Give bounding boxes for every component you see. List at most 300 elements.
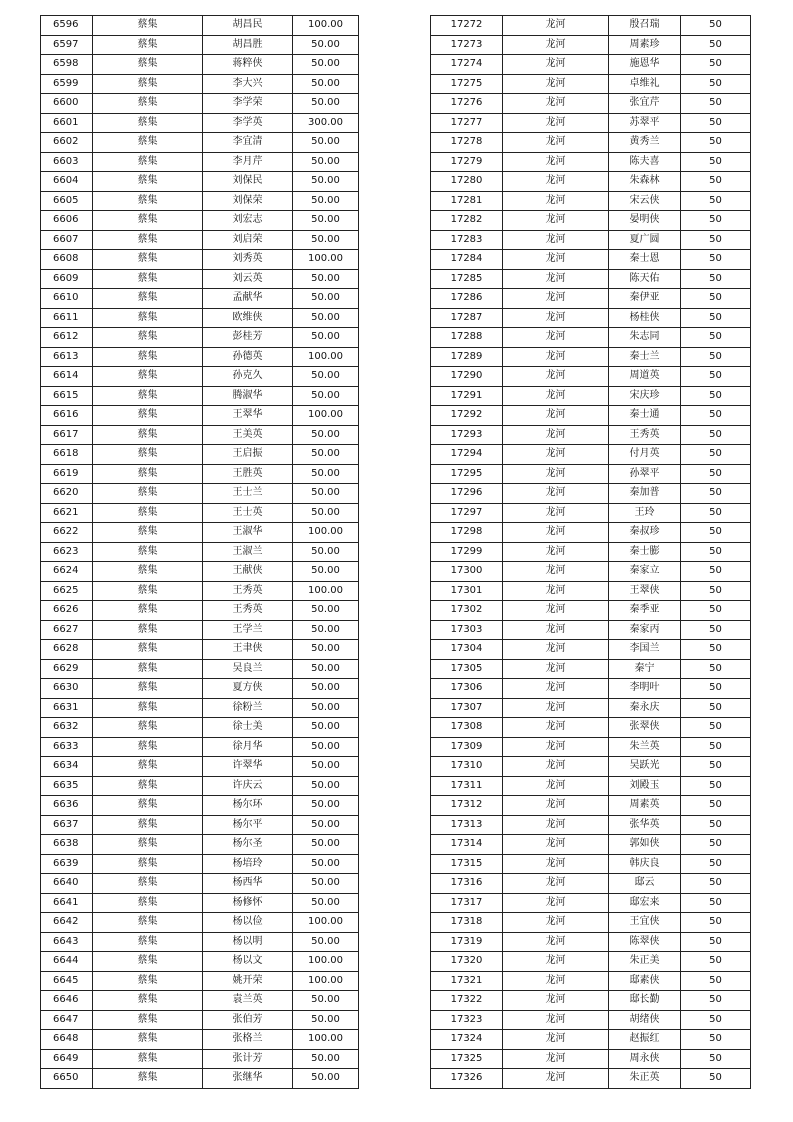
village-cell: 蔡集 (93, 172, 203, 192)
row-number-cell: 17303 (431, 620, 503, 640)
row-number-cell: 6640 (41, 874, 93, 894)
name-cell: 杨培玲 (203, 854, 293, 874)
row-number-cell: 17273 (431, 35, 503, 55)
amount-cell: 50 (681, 874, 751, 894)
amount-cell: 50 (681, 523, 751, 543)
village-cell: 蔡集 (93, 152, 203, 172)
name-cell: 孟献华 (203, 289, 293, 309)
row-number-cell: 6607 (41, 230, 93, 250)
row-number-cell: 6604 (41, 172, 93, 192)
table-row (431, 308, 751, 328)
table-row (431, 757, 751, 777)
village-cell: 龙河 (503, 581, 609, 601)
table-row (431, 620, 751, 640)
table-row (431, 386, 751, 406)
village-cell: 龙河 (503, 620, 609, 640)
row-number-cell: 17291 (431, 386, 503, 406)
village-cell: 龙河 (503, 737, 609, 757)
table-row (431, 250, 751, 270)
village-cell: 蔡集 (93, 601, 203, 621)
village-cell: 龙河 (503, 16, 609, 36)
name-cell: 朱正英 (609, 1069, 681, 1089)
table-row (431, 796, 751, 816)
amount-cell: 100.00 (293, 952, 359, 972)
table-row (431, 601, 751, 621)
row-number-cell: 6649 (41, 1049, 93, 1069)
amount-cell: 50.00 (293, 679, 359, 699)
row-number-cell: 6613 (41, 347, 93, 367)
amount-cell: 50 (681, 445, 751, 465)
village-cell: 蔡集 (93, 776, 203, 796)
table-row (41, 581, 359, 601)
table-row (431, 776, 751, 796)
village-cell: 龙河 (503, 815, 609, 835)
row-number-cell: 6647 (41, 1010, 93, 1030)
table-row (41, 913, 359, 933)
village-cell: 龙河 (503, 874, 609, 894)
row-number-cell: 17287 (431, 308, 503, 328)
amount-cell: 50.00 (293, 211, 359, 231)
table-row (41, 776, 359, 796)
village-cell: 蔡集 (93, 932, 203, 952)
table-row (431, 718, 751, 738)
amount-cell: 50.00 (293, 796, 359, 816)
amount-cell: 50 (681, 55, 751, 75)
table-row (41, 893, 359, 913)
table-row (431, 152, 751, 172)
table-row (431, 74, 751, 94)
village-cell: 龙河 (503, 133, 609, 153)
name-cell: 苏翠平 (609, 113, 681, 133)
row-number-cell: 6632 (41, 718, 93, 738)
village-cell: 龙河 (503, 328, 609, 348)
name-cell: 秦永庆 (609, 698, 681, 718)
amount-cell: 50 (681, 815, 751, 835)
table-row (431, 269, 751, 289)
name-cell: 秦叔珍 (609, 523, 681, 543)
name-cell: 徐士美 (203, 718, 293, 738)
row-number-cell: 17306 (431, 679, 503, 699)
amount-cell: 50.00 (293, 698, 359, 718)
row-number-cell: 6636 (41, 796, 93, 816)
amount-cell: 50 (681, 718, 751, 738)
amount-cell: 50.00 (293, 1069, 359, 1089)
village-cell: 蔡集 (93, 640, 203, 660)
row-number-cell: 17293 (431, 425, 503, 445)
table-row (41, 757, 359, 777)
name-cell: 王玲 (609, 503, 681, 523)
amount-cell: 50.00 (293, 152, 359, 172)
amount-cell: 50 (681, 211, 751, 231)
village-cell: 龙河 (503, 601, 609, 621)
table-row (41, 718, 359, 738)
name-cell: 殷召瑞 (609, 16, 681, 36)
amount-cell: 50 (681, 503, 751, 523)
row-number-cell: 17292 (431, 406, 503, 426)
table-row (431, 464, 751, 484)
table-row (431, 94, 751, 114)
village-cell: 蔡集 (93, 464, 203, 484)
village-cell: 蔡集 (93, 991, 203, 1011)
table-row (41, 211, 359, 231)
village-cell: 蔡集 (93, 55, 203, 75)
name-cell: 李月芹 (203, 152, 293, 172)
name-cell: 王宜侠 (609, 913, 681, 933)
amount-cell: 50 (681, 367, 751, 387)
name-cell: 杨尔圣 (203, 835, 293, 855)
name-cell: 李学荣 (203, 94, 293, 114)
table-row (431, 191, 751, 211)
table-row (41, 698, 359, 718)
table-row (431, 1069, 751, 1089)
row-number-cell: 17272 (431, 16, 503, 36)
village-cell: 蔡集 (93, 893, 203, 913)
row-number-cell: 6641 (41, 893, 93, 913)
table-row (431, 503, 751, 523)
amount-cell: 50.00 (293, 776, 359, 796)
row-number-cell: 6608 (41, 250, 93, 270)
amount-cell: 50 (681, 952, 751, 972)
table-row (41, 464, 359, 484)
amount-cell: 50.00 (293, 991, 359, 1011)
amount-cell: 50 (681, 484, 751, 504)
row-number-cell: 17302 (431, 601, 503, 621)
table-row (431, 55, 751, 75)
name-cell: 王翠华 (203, 406, 293, 426)
table-row (431, 562, 751, 582)
amount-cell: 100.00 (293, 581, 359, 601)
amount-cell: 50 (681, 406, 751, 426)
name-cell: 胡昌胜 (203, 35, 293, 55)
amount-cell: 50 (681, 16, 751, 36)
row-number-cell: 17295 (431, 464, 503, 484)
table-row (431, 425, 751, 445)
row-number-cell: 6623 (41, 542, 93, 562)
name-cell: 张格兰 (203, 1030, 293, 1050)
name-cell: 许翠华 (203, 757, 293, 777)
village-cell: 龙河 (503, 698, 609, 718)
row-number-cell: 17285 (431, 269, 503, 289)
row-number-cell: 17324 (431, 1030, 503, 1050)
village-cell: 蔡集 (93, 562, 203, 582)
amount-cell: 50 (681, 172, 751, 192)
row-number-cell: 17288 (431, 328, 503, 348)
amount-cell: 50.00 (293, 289, 359, 309)
amount-cell: 50.00 (293, 425, 359, 445)
village-cell: 蔡集 (93, 679, 203, 699)
row-number-cell: 6602 (41, 133, 93, 153)
amount-cell: 50.00 (293, 874, 359, 894)
village-cell: 龙河 (503, 854, 609, 874)
name-cell: 邸云 (609, 874, 681, 894)
village-cell: 蔡集 (93, 1030, 203, 1050)
name-cell: 秦士膨 (609, 542, 681, 562)
amount-cell: 50 (681, 659, 751, 679)
row-number-cell: 17309 (431, 737, 503, 757)
name-cell: 宋云侠 (609, 191, 681, 211)
left-roster-body (41, 16, 359, 1089)
table-row (431, 679, 751, 699)
village-cell: 蔡集 (93, 113, 203, 133)
village-cell: 蔡集 (93, 74, 203, 94)
left-roster-table (40, 15, 359, 1089)
row-number-cell: 6620 (41, 484, 93, 504)
village-cell: 龙河 (503, 347, 609, 367)
table-row (41, 679, 359, 699)
name-cell: 彭桂芳 (203, 328, 293, 348)
table-row (41, 16, 359, 36)
table-row (41, 562, 359, 582)
table-row (41, 367, 359, 387)
row-number-cell: 17320 (431, 952, 503, 972)
village-cell: 龙河 (503, 932, 609, 952)
table-row (41, 835, 359, 855)
amount-cell: 50 (681, 230, 751, 250)
amount-cell: 50.00 (293, 74, 359, 94)
table-row (431, 484, 751, 504)
row-number-cell: 17298 (431, 523, 503, 543)
name-cell: 赵振红 (609, 1030, 681, 1050)
name-cell: 秦士兰 (609, 347, 681, 367)
row-number-cell: 17282 (431, 211, 503, 231)
name-cell: 王聿侠 (203, 640, 293, 660)
village-cell: 蔡集 (93, 484, 203, 504)
table-row (41, 523, 359, 543)
name-cell: 夏广圆 (609, 230, 681, 250)
table-row (41, 640, 359, 660)
name-cell: 王翠侠 (609, 581, 681, 601)
table-row (41, 815, 359, 835)
name-cell: 秦士恩 (609, 250, 681, 270)
village-cell: 龙河 (503, 659, 609, 679)
amount-cell: 50 (681, 991, 751, 1011)
name-cell: 周道英 (609, 367, 681, 387)
amount-cell: 50 (681, 269, 751, 289)
village-cell: 龙河 (503, 250, 609, 270)
amount-cell: 50.00 (293, 562, 359, 582)
village-cell: 蔡集 (93, 94, 203, 114)
village-cell: 龙河 (503, 425, 609, 445)
amount-cell: 50 (681, 640, 751, 660)
amount-cell: 50.00 (293, 718, 359, 738)
table-row (431, 211, 751, 231)
table-row (41, 854, 359, 874)
village-cell: 龙河 (503, 776, 609, 796)
amount-cell: 50.00 (293, 464, 359, 484)
village-cell: 蔡集 (93, 1049, 203, 1069)
village-cell: 蔡集 (93, 289, 203, 309)
row-number-cell: 17326 (431, 1069, 503, 1089)
name-cell: 许庆云 (203, 776, 293, 796)
amount-cell: 50.00 (293, 230, 359, 250)
name-cell: 徐粉兰 (203, 698, 293, 718)
village-cell: 蔡集 (93, 620, 203, 640)
amount-cell: 50.00 (293, 737, 359, 757)
name-cell: 王献侠 (203, 562, 293, 582)
table-row (41, 874, 359, 894)
name-cell: 宋庆珍 (609, 386, 681, 406)
name-cell: 付月英 (609, 445, 681, 465)
name-cell: 陈天佑 (609, 269, 681, 289)
table-row (431, 971, 751, 991)
row-number-cell: 6599 (41, 74, 93, 94)
row-number-cell: 6600 (41, 94, 93, 114)
row-number-cell: 6625 (41, 581, 93, 601)
table-row (431, 542, 751, 562)
village-cell: 蔡集 (93, 230, 203, 250)
village-cell: 龙河 (503, 367, 609, 387)
row-number-cell: 6639 (41, 854, 93, 874)
amount-cell: 50 (681, 152, 751, 172)
village-cell: 龙河 (503, 835, 609, 855)
village-cell: 蔡集 (93, 308, 203, 328)
name-cell: 蒋粹侠 (203, 55, 293, 75)
village-cell: 蔡集 (93, 757, 203, 777)
name-cell: 秦家立 (609, 562, 681, 582)
row-number-cell: 17323 (431, 1010, 503, 1030)
amount-cell: 100.00 (293, 347, 359, 367)
name-cell: 陈夫喜 (609, 152, 681, 172)
village-cell: 龙河 (503, 542, 609, 562)
amount-cell: 100.00 (293, 971, 359, 991)
amount-cell: 50 (681, 191, 751, 211)
table-row (41, 133, 359, 153)
name-cell: 徐月华 (203, 737, 293, 757)
amount-cell: 50 (681, 1010, 751, 1030)
table-row (431, 1010, 751, 1030)
row-number-cell: 6610 (41, 289, 93, 309)
amount-cell: 50 (681, 113, 751, 133)
row-number-cell: 6612 (41, 328, 93, 348)
row-number-cell: 17305 (431, 659, 503, 679)
village-cell: 龙河 (503, 1030, 609, 1050)
row-number-cell: 6637 (41, 815, 93, 835)
name-cell: 朱兰英 (609, 737, 681, 757)
village-cell: 龙河 (503, 230, 609, 250)
village-cell: 龙河 (503, 386, 609, 406)
table-row (41, 1010, 359, 1030)
name-cell: 杨尔平 (203, 815, 293, 835)
row-number-cell: 6609 (41, 269, 93, 289)
amount-cell: 50 (681, 698, 751, 718)
village-cell: 龙河 (503, 152, 609, 172)
table-row (431, 523, 751, 543)
table-row (431, 289, 751, 309)
name-cell: 陈翠侠 (609, 932, 681, 952)
village-cell: 蔡集 (93, 581, 203, 601)
amount-cell: 50 (681, 581, 751, 601)
row-number-cell: 17315 (431, 854, 503, 874)
name-cell: 刘宏志 (203, 211, 293, 231)
row-number-cell: 6627 (41, 620, 93, 640)
amount-cell: 50.00 (293, 835, 359, 855)
amount-cell: 300.00 (293, 113, 359, 133)
row-number-cell: 17275 (431, 74, 503, 94)
amount-cell: 50 (681, 893, 751, 913)
village-cell: 蔡集 (93, 211, 203, 231)
name-cell: 李学英 (203, 113, 293, 133)
name-cell: 吴良兰 (203, 659, 293, 679)
village-cell: 龙河 (503, 971, 609, 991)
village-cell: 龙河 (503, 562, 609, 582)
name-cell: 邸宏来 (609, 893, 681, 913)
table-row (431, 172, 751, 192)
name-cell: 秦宁 (609, 659, 681, 679)
row-number-cell: 6617 (41, 425, 93, 445)
row-number-cell: 6614 (41, 367, 93, 387)
village-cell: 蔡集 (93, 854, 203, 874)
name-cell: 张华英 (609, 815, 681, 835)
village-cell: 龙河 (503, 484, 609, 504)
row-number-cell: 6644 (41, 952, 93, 972)
row-number-cell: 17313 (431, 815, 503, 835)
village-cell: 蔡集 (93, 913, 203, 933)
name-cell: 王淑兰 (203, 542, 293, 562)
table-row (41, 1069, 359, 1089)
name-cell: 杨以俭 (203, 913, 293, 933)
amount-cell: 100.00 (293, 406, 359, 426)
village-cell: 龙河 (503, 172, 609, 192)
row-number-cell: 17289 (431, 347, 503, 367)
amount-cell: 50 (681, 757, 751, 777)
table-row (41, 113, 359, 133)
row-number-cell: 17311 (431, 776, 503, 796)
row-number-cell: 6605 (41, 191, 93, 211)
amount-cell: 50 (681, 796, 751, 816)
name-cell: 周素珍 (609, 35, 681, 55)
name-cell: 刘殿玉 (609, 776, 681, 796)
row-number-cell: 17319 (431, 932, 503, 952)
amount-cell: 50 (681, 737, 751, 757)
row-number-cell: 17294 (431, 445, 503, 465)
village-cell: 龙河 (503, 211, 609, 231)
village-cell: 蔡集 (93, 503, 203, 523)
amount-cell: 50.00 (293, 815, 359, 835)
village-cell: 蔡集 (93, 269, 203, 289)
name-cell: 邸素侠 (609, 971, 681, 991)
village-cell: 龙河 (503, 913, 609, 933)
amount-cell: 50.00 (293, 503, 359, 523)
name-cell: 杨桂侠 (609, 308, 681, 328)
village-cell: 龙河 (503, 308, 609, 328)
amount-cell: 50 (681, 133, 751, 153)
table-row (41, 659, 359, 679)
amount-cell: 100.00 (293, 913, 359, 933)
village-cell: 蔡集 (93, 718, 203, 738)
row-number-cell: 17321 (431, 971, 503, 991)
name-cell: 张伯芳 (203, 1010, 293, 1030)
table-row (431, 445, 751, 465)
table-row (41, 737, 359, 757)
table-row (41, 406, 359, 426)
name-cell: 杨尔环 (203, 796, 293, 816)
amount-cell: 50 (681, 542, 751, 562)
row-number-cell: 17322 (431, 991, 503, 1011)
village-cell: 蔡集 (93, 796, 203, 816)
village-cell: 龙河 (503, 952, 609, 972)
row-number-cell: 17279 (431, 152, 503, 172)
table-row (41, 620, 359, 640)
row-number-cell: 6633 (41, 737, 93, 757)
table-row (41, 425, 359, 445)
name-cell: 孙克久 (203, 367, 293, 387)
name-cell: 黄秀兰 (609, 133, 681, 153)
name-cell: 杨西华 (203, 874, 293, 894)
table-row (431, 640, 751, 660)
table-row (41, 94, 359, 114)
village-cell: 蔡集 (93, 191, 203, 211)
name-cell: 王秀英 (203, 581, 293, 601)
